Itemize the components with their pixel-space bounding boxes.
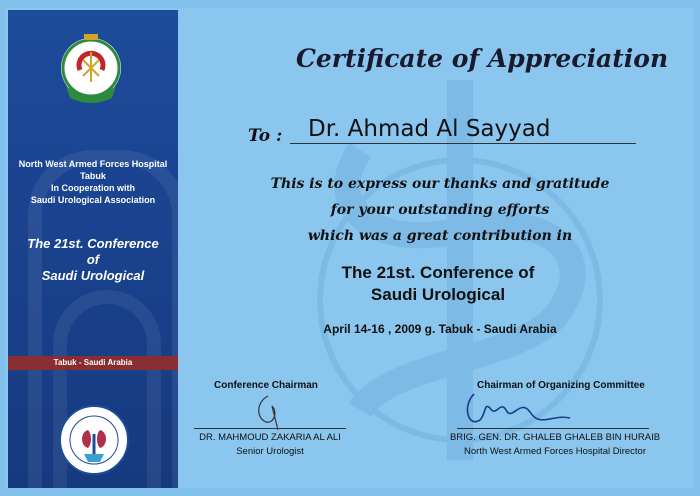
- to-label: To :: [248, 126, 283, 146]
- conference-name-line: Saudi Urological: [370, 285, 506, 304]
- certificate-title: Certificate of Appreciation: [296, 44, 669, 73]
- right-signatory-title: North West Armed Forces Hospital Director: [464, 446, 646, 457]
- armed-forces-hospital-logo-icon: [56, 30, 126, 108]
- location-band: Tabuk - Saudi Arabia: [8, 356, 178, 370]
- saudi-urological-association-logo-icon: [58, 404, 130, 476]
- body-line-1: This is to express our thanks and gratitude: [270, 176, 610, 192]
- conference-line: The 21st. Conference: [27, 236, 159, 251]
- conference-name-line: The 21st. Conference of: [341, 263, 535, 282]
- conference-line: Saudi Urological: [41, 268, 145, 283]
- hospital-line: In Cooperation with: [51, 183, 135, 193]
- sidebar-conference-title: [8, 236, 178, 284]
- hospital-line: Tabuk: [80, 171, 106, 181]
- left-signature-icon: [238, 392, 298, 432]
- hospital-info: [8, 158, 178, 206]
- recipient-underline: [290, 143, 636, 144]
- hospital-line: Saudi Urological Association: [30, 195, 156, 205]
- left-signatory-name: DR. MAHMOUD ZAKARIA AL ALI: [199, 432, 341, 443]
- left-signatory-role: Conference Chairman: [214, 380, 318, 391]
- body-line-3: which was a great contribution in: [307, 228, 573, 244]
- right-signature-line: [457, 428, 649, 429]
- right-signatory-role: Chairman of Organizing Committee: [477, 380, 645, 391]
- hospital-line: North West Armed Forces Hospital: [18, 159, 168, 169]
- conference-date: April 14-16 , 2009 g. Tabuk - Saudi Arabia: [323, 322, 557, 336]
- conference-line: of: [86, 252, 100, 267]
- left-signatory-title: Senior Urologist: [236, 446, 304, 457]
- conference-name: [258, 262, 618, 306]
- recipient-name: Dr. Ahmad Al Sayyad: [308, 116, 551, 142]
- body-line-2: for your outstanding efforts: [330, 202, 550, 218]
- right-signatory-name: BRIG. GEN. DR. GHALEB GHALEB BIN HURAIB: [449, 432, 661, 443]
- left-signature-line: [194, 428, 346, 429]
